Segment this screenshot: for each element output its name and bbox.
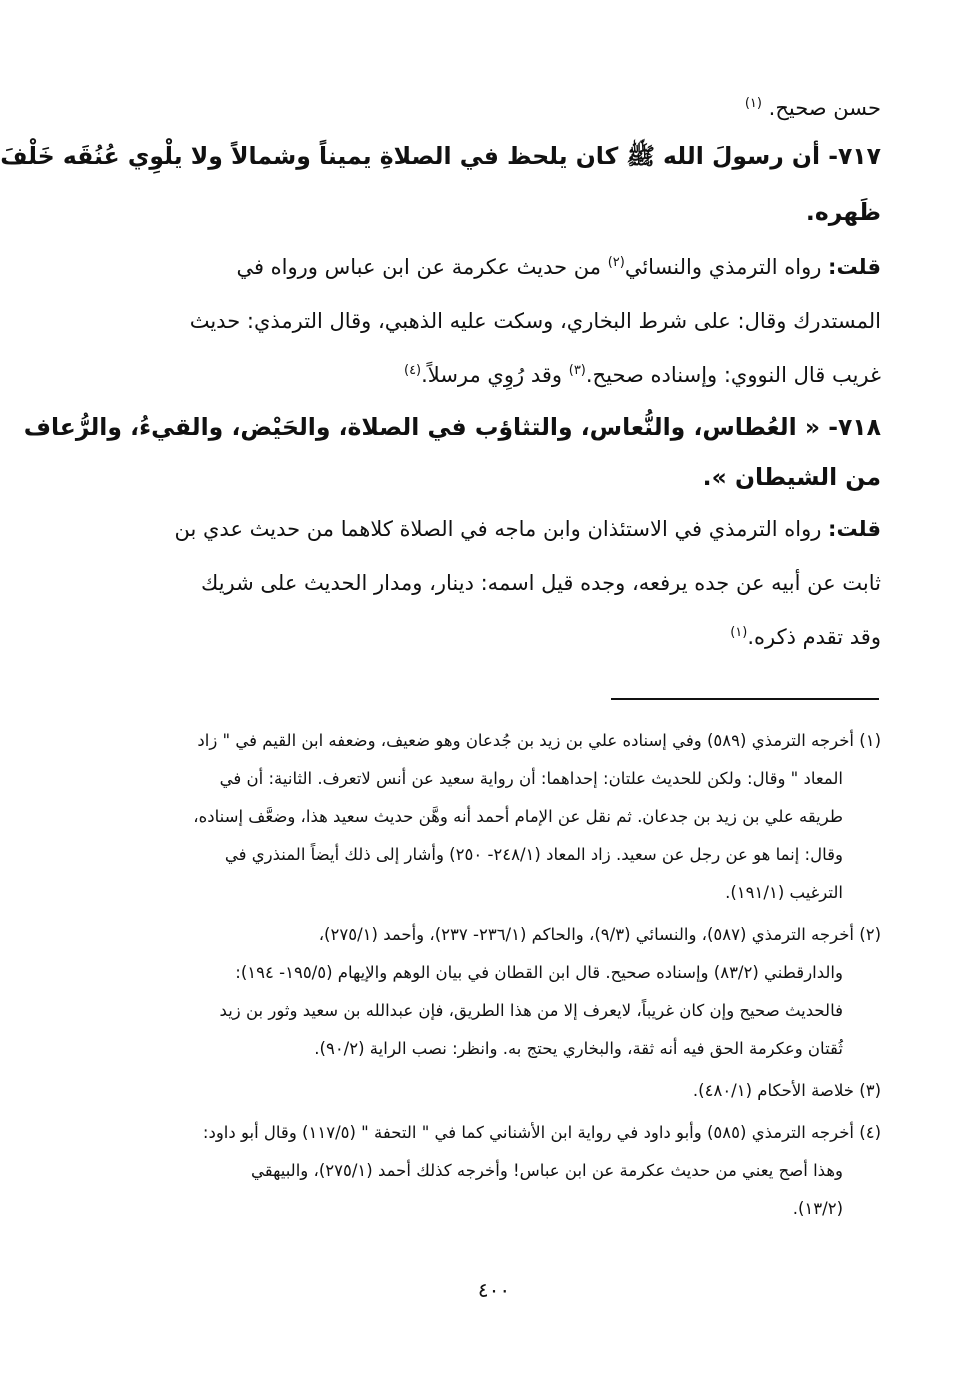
text-span: حسن صحيح.: [768, 96, 881, 120]
footnote-text: أخرجه الترمذي (٥٨٩) وفي إسناده علي بن زيد بن جُدعان وهو ضعيف، وضعفه ابن القيم في " زاد: [197, 731, 854, 750]
footnote-line: [95, 836, 881, 874]
footnote-text: وقال: إنما هو عن رجل عن سعيد. زاد المعاد (٢٤٨/١- ٢٥٠) وأشار إلى ذلك أيضاً المنذري في: [224, 845, 843, 864]
footnote-number: (٣): [859, 1081, 881, 1100]
page-number: ٤٠٠: [477, 1278, 511, 1302]
footnote-line: [95, 722, 881, 760]
footnote-text: طريقه علي بن زيد بن جدعان. ثم نقل عن الإمام أحمد أنه وهَّن حديث سعيد هذا، وضعَّف إسناده،: [193, 807, 843, 826]
text-span: غريب قال النووي: وإسناده صحيح.: [585, 363, 881, 387]
footnote-line: [95, 954, 881, 992]
text-line: [95, 294, 881, 348]
footnote-line: [95, 992, 881, 1030]
hadith-line: [95, 452, 881, 502]
footnote-ref: (١): [744, 96, 762, 111]
text-span: وقد رُوِي مرسلاً.: [421, 363, 563, 387]
footnote-text: خلاصة الأحكام (٤٨٠/١).: [692, 1081, 854, 1100]
footnote-line: [95, 1152, 881, 1190]
footnotes: [95, 722, 881, 1232]
hadith-718: [23, 402, 881, 502]
main-text: [0, 88, 881, 664]
footnote-line: [95, 874, 881, 912]
commentary-718: [95, 502, 881, 664]
text-line: [95, 348, 881, 402]
text-line: [95, 240, 881, 294]
footnote-line: [95, 760, 881, 798]
text-span: رواه الترمذي في الاستئذان وابن ماجه في الصلاة كلاهما من حديث عدي بن: [174, 517, 822, 541]
hadith-line: [23, 402, 881, 452]
footnote-text: المعاد " وقال: ولكن للحديث علتان: إحداهما: أن رواية سعيد عن أنس لاتعرف. الثانية: أن في: [219, 769, 843, 788]
text-span: وقد تقدم ذكره.: [747, 625, 881, 649]
footnote-divider: [611, 698, 879, 700]
footnote-number: (١): [859, 731, 881, 750]
footnote-text: فالحديث صحيح وإن كان غريباً، لايعرف إلا من هذا الطريق، فإن عبدالله بن سعيد وثور بن زيد: [219, 1001, 843, 1020]
text-line: [95, 502, 881, 556]
hadith-number: ٧١٨-: [828, 413, 881, 441]
commentary-keyword: قلت:: [828, 255, 881, 279]
footnote-number: (٢): [859, 925, 881, 944]
footnote-text: الترغيب (١٩١/١).: [725, 883, 843, 902]
footnote-number: (٤): [859, 1123, 881, 1142]
text-span: المستدرك وقال: على شرط البخاري، وسكت عليه الذهبي، وقال الترمذي: حديث: [189, 309, 881, 333]
text-span: رواه الترمذي والنسائي: [624, 255, 822, 279]
footnote-text: (١٣/٢).: [792, 1199, 843, 1218]
footnote-text: أخرجه الترمذي (٥٨٥) وأبو داود في رواية ابن الأشناني كما في " التحفة " (١١٧/٥) وقال أبو داود:: [202, 1123, 854, 1142]
hadith-line: [0, 128, 881, 184]
footnote-line: [95, 1190, 881, 1228]
footnote-line: [95, 1030, 881, 1068]
footnote-ref: (٢): [607, 255, 625, 270]
footnote-text: ثُقتان وعكرمة الحق فيه أنه ثقة، والبخاري يحتج به. وانظر: نصب الراية (٩٠/٢).: [314, 1039, 843, 1058]
hadith-text: ظَهره.: [805, 198, 881, 226]
footnote-text: وهذا أصح يعني من حديث عكرمة عن ابن عباس! وأخرجه كذلك أحمد (٢٧٥/١)، والبيهقي: [251, 1161, 843, 1180]
footnote-ref: (٣): [568, 363, 586, 378]
hadith-717: [0, 128, 881, 240]
footnote-2: [95, 916, 881, 1068]
hadith-text: أن رسولَ الله ﷺ كان يلحظ في الصلاةِ يميناً وشمالاً ولا يلْوِي عُنُقَه خَلْفَ: [0, 142, 821, 170]
footnote-1: [95, 722, 881, 912]
book-page: [0, 88, 881, 1376]
footnote-4: [95, 1114, 881, 1228]
footnote-ref: (٤): [403, 363, 422, 378]
hadith-text: من الشيطان ».: [702, 463, 881, 491]
text-line: [95, 88, 881, 128]
text-span: من حديث عكرمة عن ابن عباس ورواه في: [236, 255, 601, 279]
footnote-line: [95, 1072, 881, 1110]
hadith-line: [95, 184, 881, 240]
commentary-717: [95, 240, 881, 402]
footnote-ref: (١): [730, 625, 748, 640]
text-line: [95, 610, 881, 664]
footnote-text: والدارقطني (٨٣/٢) وإسناده صحيح. قال ابن القطان في بيان الوهم والإيهام (١٩٥/٥- ١٩٤):: [235, 963, 843, 982]
footnote-line: [95, 798, 881, 836]
footnote-line: [95, 916, 881, 954]
footnote-3: [95, 1072, 881, 1110]
text-line: [95, 556, 881, 610]
hadith-number: ٧١٧-: [828, 142, 881, 170]
text-span: ثابت عن أبيه عن جده يرفعه، وجده قيل اسمه: دينار، ومدار الحديث على شريك: [201, 571, 881, 595]
hadith-text: « العُطاس، والنُّعاس، والتثاؤب في الصلاة، والحَيْض، والقيءُ، والرُّعاف: [23, 413, 821, 441]
footnote-text: أخرجه الترمذي (٥٨٧)، والنسائي (٩/٣)، والحاكم (٢٣٦/١- ٢٣٧)، وأحمد (٢٧٥/١)،: [318, 925, 854, 944]
footnote-line: [95, 1114, 881, 1152]
commentary-keyword: قلت:: [828, 517, 881, 541]
